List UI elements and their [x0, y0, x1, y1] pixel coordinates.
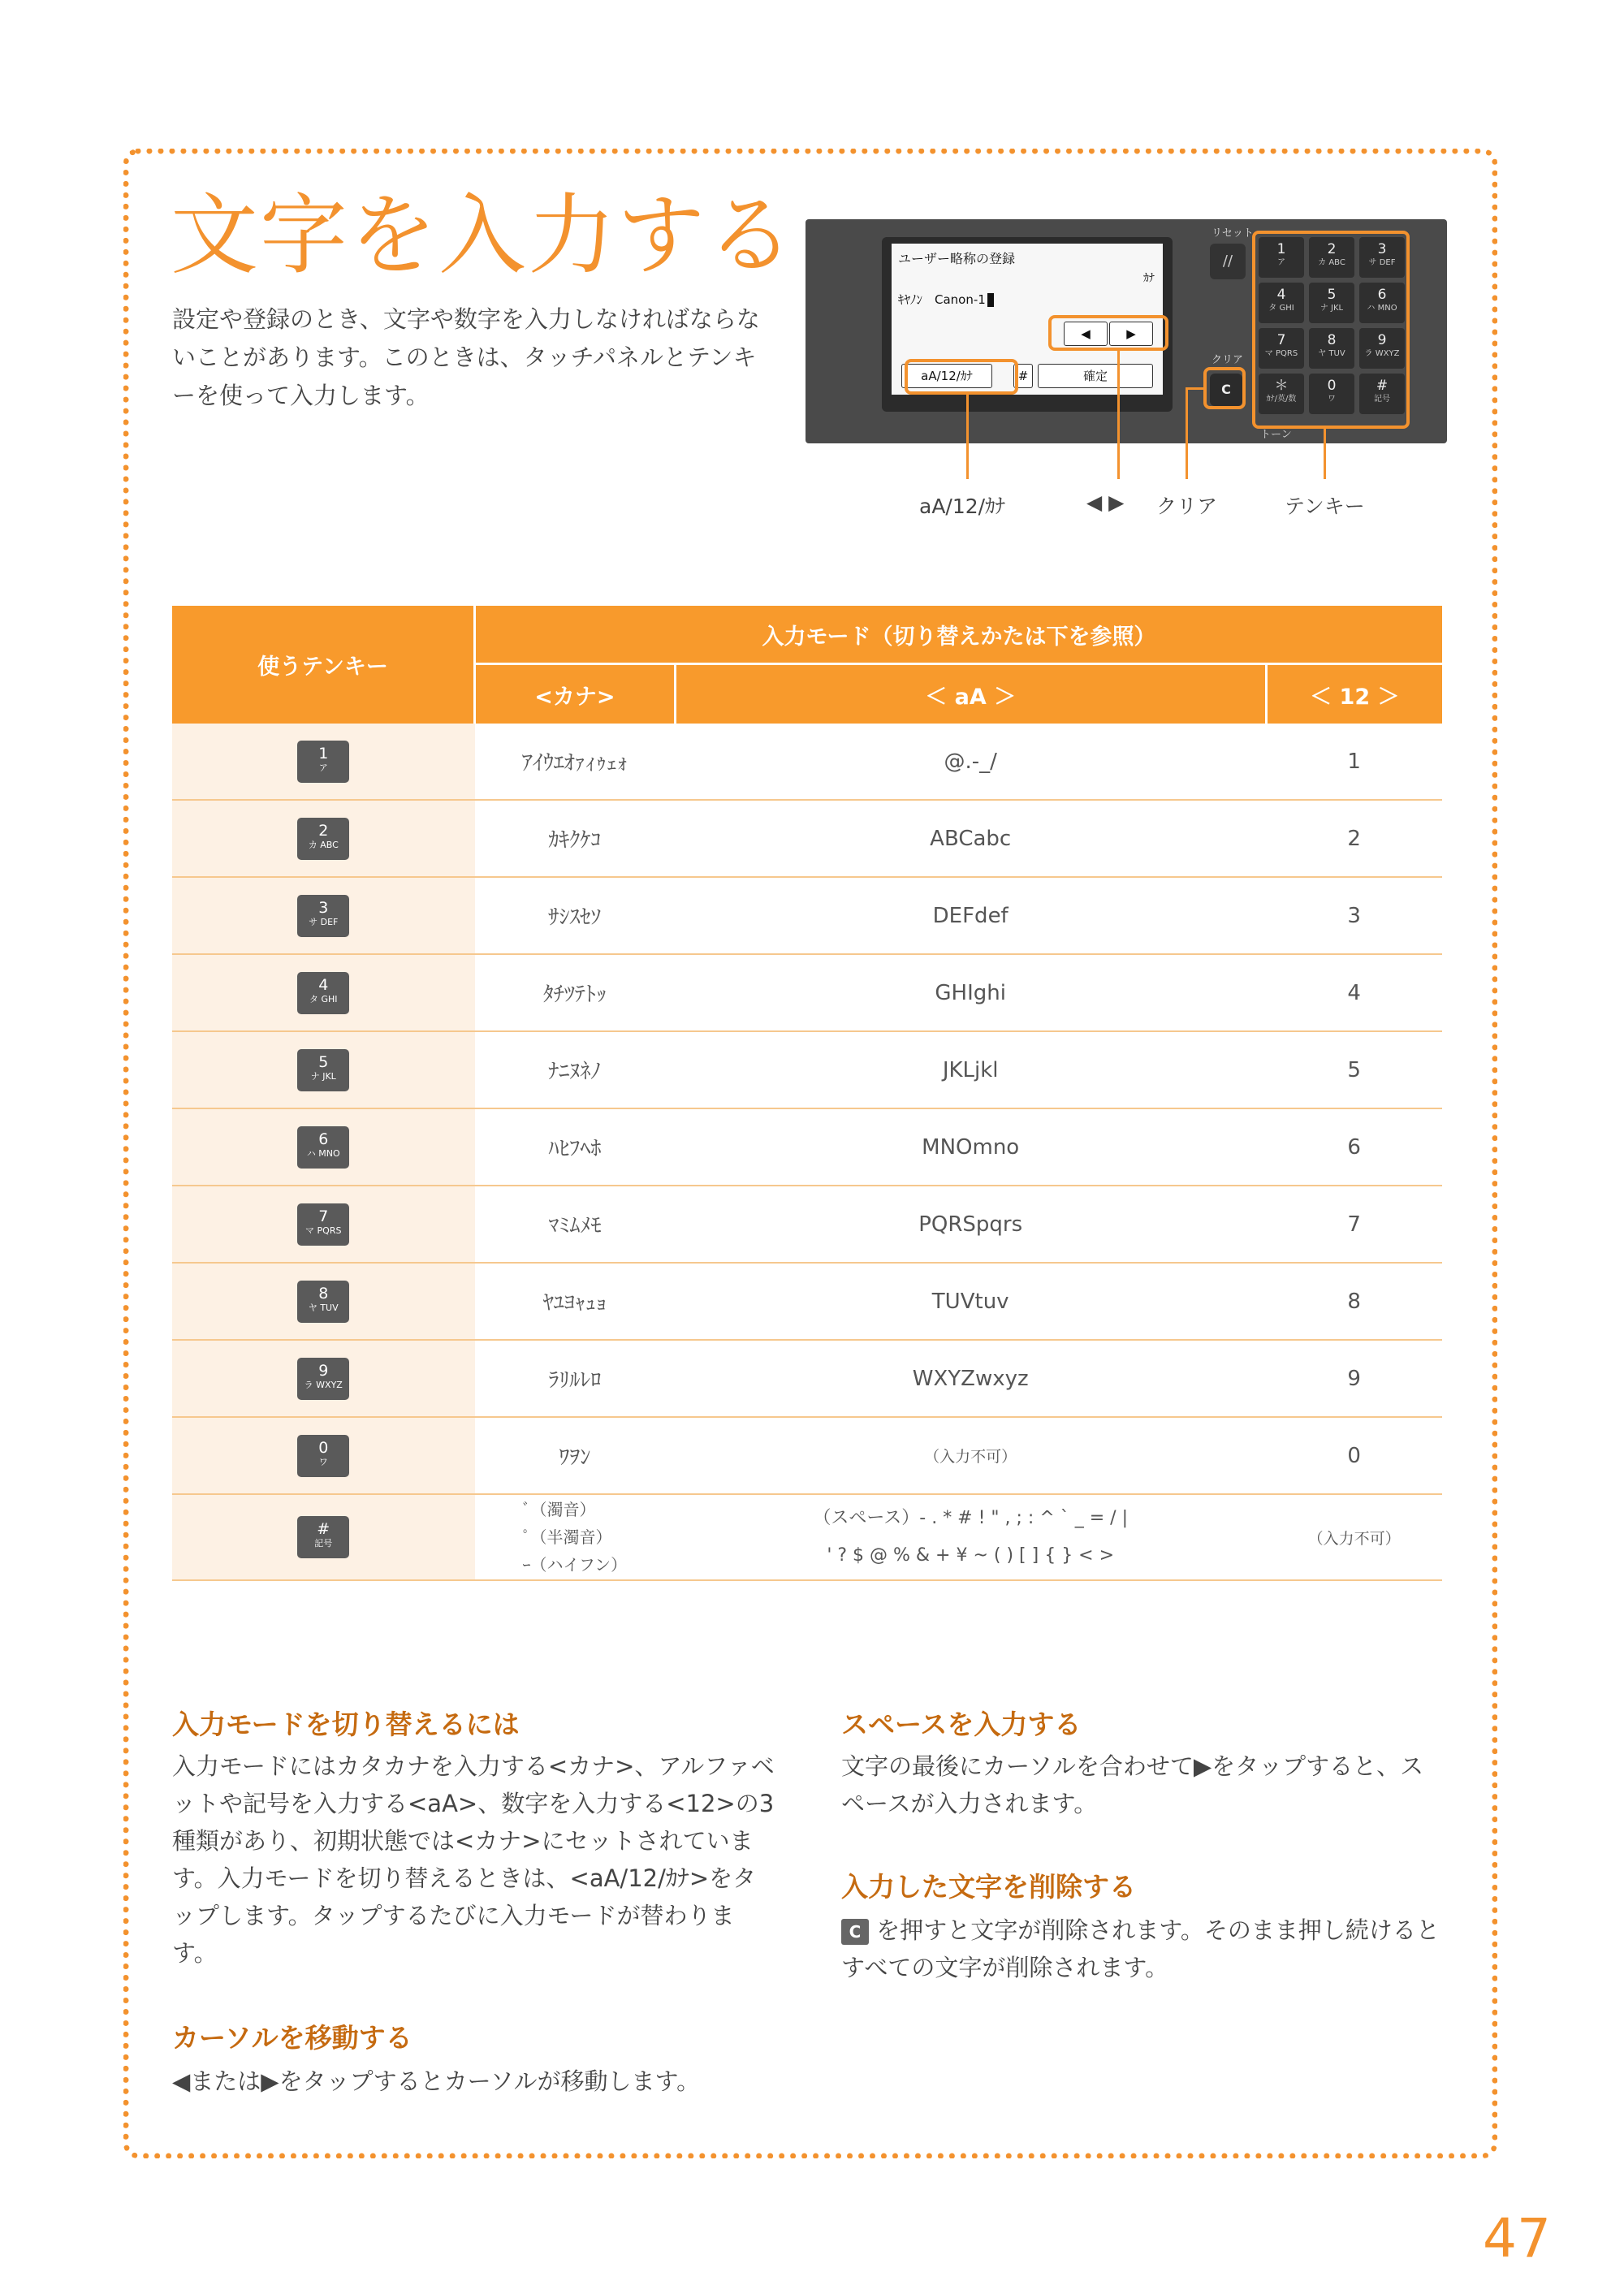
panel-key-8[interactable]: 8 ヤ TUV — [1309, 328, 1354, 369]
symbols-line-1: （スペース）- . * # ! " , ; : ^ ` _ = / | — [813, 1508, 1128, 1528]
clear-key-icon: C — [841, 1919, 869, 1945]
callout-hline-clear — [1186, 387, 1205, 390]
text-cursor — [987, 293, 994, 307]
callout-label-clear: クリア — [1156, 495, 1218, 518]
aa-cell: PQRSpqrs — [675, 1186, 1266, 1263]
reset-button[interactable]: // — [1210, 244, 1246, 279]
callout-line-keypad — [1324, 429, 1326, 479]
num-cell: 5 — [1266, 1031, 1442, 1108]
arrows-highlight — [1048, 315, 1168, 351]
lcd-title: ユーザー略称の登録 — [898, 251, 1016, 266]
clear-highlight — [1203, 367, 1246, 409]
aa-cell: JKLjkl — [675, 1031, 1266, 1108]
key-6-icon: 6 ハ MNO — [297, 1126, 349, 1169]
clear-label: クリア — [1212, 354, 1244, 366]
callout-line-arrows — [1117, 351, 1120, 479]
switch-mode-text: 入力モードにはカタカナを入力する<カナ>、アルファベットや記号を入力する<aA>、数字を入力する<12>の3種類があり、初期状態では<カナ>にセットされています。入力モードを切り替えるときは、<aA/12/ｶﾅ>をタップします。タップするたびに入力モードが替わります。 — [172, 1752, 775, 1967]
key-2-icon: 2 カ ABC — [297, 818, 349, 860]
aa-cell: GHIghi — [675, 954, 1266, 1031]
table-row — [172, 1108, 1442, 1186]
key-3-icon: 3 サ DEF — [297, 895, 349, 937]
num-cell: 6 — [1266, 1108, 1442, 1186]
aa-cell: ABCabc — [675, 800, 1266, 877]
intro-text: 設定や登録のとき、文字や数字を入力しなければならないことがあります。このときは、タッチパネルとテンキーを使って入力します。 — [172, 305, 760, 409]
space-text: 文字の最後にカーソルを合わせて▶をタップすると、スペースが入力されます。 — [841, 1752, 1424, 1817]
kana-hyphen: ｰ（ハイフン） — [522, 1555, 628, 1575]
callout-label-keypad: テンキー — [1285, 495, 1365, 518]
kana-cell — [475, 1494, 676, 1580]
keypad-highlight — [1252, 231, 1410, 429]
kana-dakuten: ﾞ（濁音） — [522, 1500, 596, 1519]
aa-cell — [675, 1494, 1266, 1580]
num-cell: 7 — [1266, 1186, 1442, 1263]
space-heading: スペースを入力する — [841, 1709, 1082, 1740]
confirm-button[interactable]: 確定 — [1038, 364, 1153, 388]
key-8-icon: 8 ヤ TUV — [297, 1281, 349, 1323]
right-arrow-button[interactable]: ▶ — [1109, 322, 1153, 346]
lcd-input-field[interactable] — [898, 291, 994, 308]
num-cell: 9 — [1266, 1340, 1442, 1417]
kana-cell: ﾀﾁﾂﾃﾄｯ — [475, 954, 676, 1031]
aa-cell: MNOmno — [675, 1108, 1266, 1186]
callout-line-mode — [966, 395, 969, 479]
header-kana: <カナ> — [475, 664, 676, 724]
kana-cell: ｻｼｽｾｿ — [475, 877, 676, 954]
aa-cell: DEFdef — [675, 877, 1266, 954]
page-number: 47 — [1483, 2207, 1551, 2270]
panel-key-0[interactable]: 0 ワ — [1309, 374, 1354, 414]
table-row — [172, 1494, 1442, 1580]
mode-switch-button[interactable]: aA/12/ｶﾅ — [901, 364, 992, 388]
panel-key-5[interactable]: 5 ナ JKL — [1309, 283, 1354, 323]
key-hash-icon: # 記号 — [297, 1516, 349, 1558]
num-cell: 4 — [1266, 954, 1442, 1031]
callout-label-arrows: ◀ ▶ — [1086, 490, 1125, 514]
panel-key-1[interactable]: 1 ア — [1259, 237, 1304, 278]
header-12: ＜ 12 ＞ — [1266, 664, 1442, 724]
panel-key-7[interactable]: 7 マ PQRS — [1259, 328, 1304, 369]
lcd-input-text: ｷﾔﾉﾝ Canon-1 — [898, 292, 986, 307]
panel-key-4[interactable]: 4 タ GHI — [1259, 283, 1304, 323]
key-9-icon: 9 ラ WXYZ — [297, 1358, 349, 1400]
table-row — [172, 1263, 1442, 1340]
kana-cell: ﾅﾆﾇﾈﾉ — [475, 1031, 676, 1108]
panel-key-3[interactable]: 3 サ DEF — [1359, 237, 1405, 278]
page-title: 文字を入力する — [171, 185, 797, 287]
symbols-line-2: ' ? $ @ % & + ¥ ~ ( ) [ ] { } < > — [827, 1545, 1115, 1566]
left-arrow-button[interactable]: ◀ — [1064, 322, 1108, 346]
kana-cell: ｶｷｸｹｺ — [475, 800, 676, 877]
num-cell: 2 — [1266, 800, 1442, 877]
clear-button[interactable]: C — [1210, 374, 1242, 406]
num-cell: （入力不可） — [1266, 1494, 1442, 1580]
callout-label-mode: aA/12/ｶﾅ — [919, 495, 1006, 518]
num-cell: 0 — [1266, 1417, 1442, 1494]
panel-key-6[interactable]: 6 ハ MNO — [1359, 283, 1405, 323]
table-row — [172, 1340, 1442, 1417]
key-5-icon: 5 ナ JKL — [297, 1049, 349, 1091]
table-row — [172, 724, 1442, 800]
panel-key-9[interactable]: 9 ラ WXYZ — [1359, 328, 1405, 369]
panel-key-hash[interactable]: # 記号 — [1359, 374, 1405, 414]
key-4-icon: 4 タ GHI — [297, 972, 349, 1014]
panel-key-2[interactable]: 2 カ ABC — [1309, 237, 1354, 278]
kana-cell: ﾊﾋﾌﾍﾎ — [475, 1108, 676, 1186]
num-cell: 1 — [1266, 724, 1442, 800]
table-row — [172, 877, 1442, 954]
table-row — [172, 954, 1442, 1031]
aa-cell: WXYZwxyz — [675, 1340, 1266, 1417]
table-row — [172, 1186, 1442, 1263]
mode-button-highlight — [905, 359, 1018, 395]
cursor-text: ◀または▶をタップするとカーソルが移動します。 — [172, 2067, 701, 2095]
hash-button[interactable]: # — [1013, 364, 1033, 388]
kana-handakuten: ﾟ（半濁音） — [522, 1527, 612, 1547]
header-aa: ＜ aA ＞ — [675, 664, 1266, 724]
delete-heading: 入力した文字を削除する — [841, 1871, 1136, 1903]
delete-text-body: を押すと文字が削除されます。そのまま押し続けるとすべての文字が削除されます。 — [841, 1916, 1440, 1981]
table-row — [172, 1031, 1442, 1108]
delete-text — [841, 1912, 1442, 1986]
key-0-icon: 0 ワ — [297, 1435, 349, 1477]
table-row — [172, 800, 1442, 877]
header-mode: 入力モード（切り替えかたは下を参照） — [475, 606, 1443, 664]
input-mode-table — [172, 606, 1442, 1581]
lcd-mode-indicator: ｶﾅ — [1143, 272, 1155, 285]
kana-cell: ﾏﾐﾑﾒﾓ — [475, 1186, 676, 1263]
kana-cell: ﾔﾕﾖｬｭｮ — [475, 1263, 676, 1340]
header-key: 使うテンキー — [172, 606, 475, 724]
key-1-icon: 1 ア — [297, 741, 349, 783]
kana-cell: ﾗﾘﾙﾚﾛ — [475, 1340, 676, 1417]
num-cell: 3 — [1266, 877, 1442, 954]
aa-cell: @.-_/ — [675, 724, 1266, 800]
aa-cell: TUVtuv — [675, 1263, 1266, 1340]
cursor-heading: カーソルを移動する — [172, 2022, 412, 2054]
kana-cell: ｱｲｳｴｵｧｨｩｪｫ — [475, 724, 676, 800]
reset-label: リセット — [1212, 227, 1254, 240]
key-7-icon: 7 マ PQRS — [297, 1203, 349, 1246]
num-cell: 8 — [1266, 1263, 1442, 1340]
panel-key-star[interactable]: ＊ ｶﾅ/英/数 — [1259, 374, 1304, 414]
kana-cell: ﾜｦﾝ — [475, 1417, 676, 1494]
aa-cell: （入力不可） — [675, 1417, 1266, 1494]
tone-label: トーン — [1260, 429, 1292, 441]
callout-line-clear — [1186, 387, 1188, 479]
switch-mode-heading: 入力モードを切り替えるには — [172, 1709, 520, 1740]
table-row — [172, 1417, 1442, 1494]
